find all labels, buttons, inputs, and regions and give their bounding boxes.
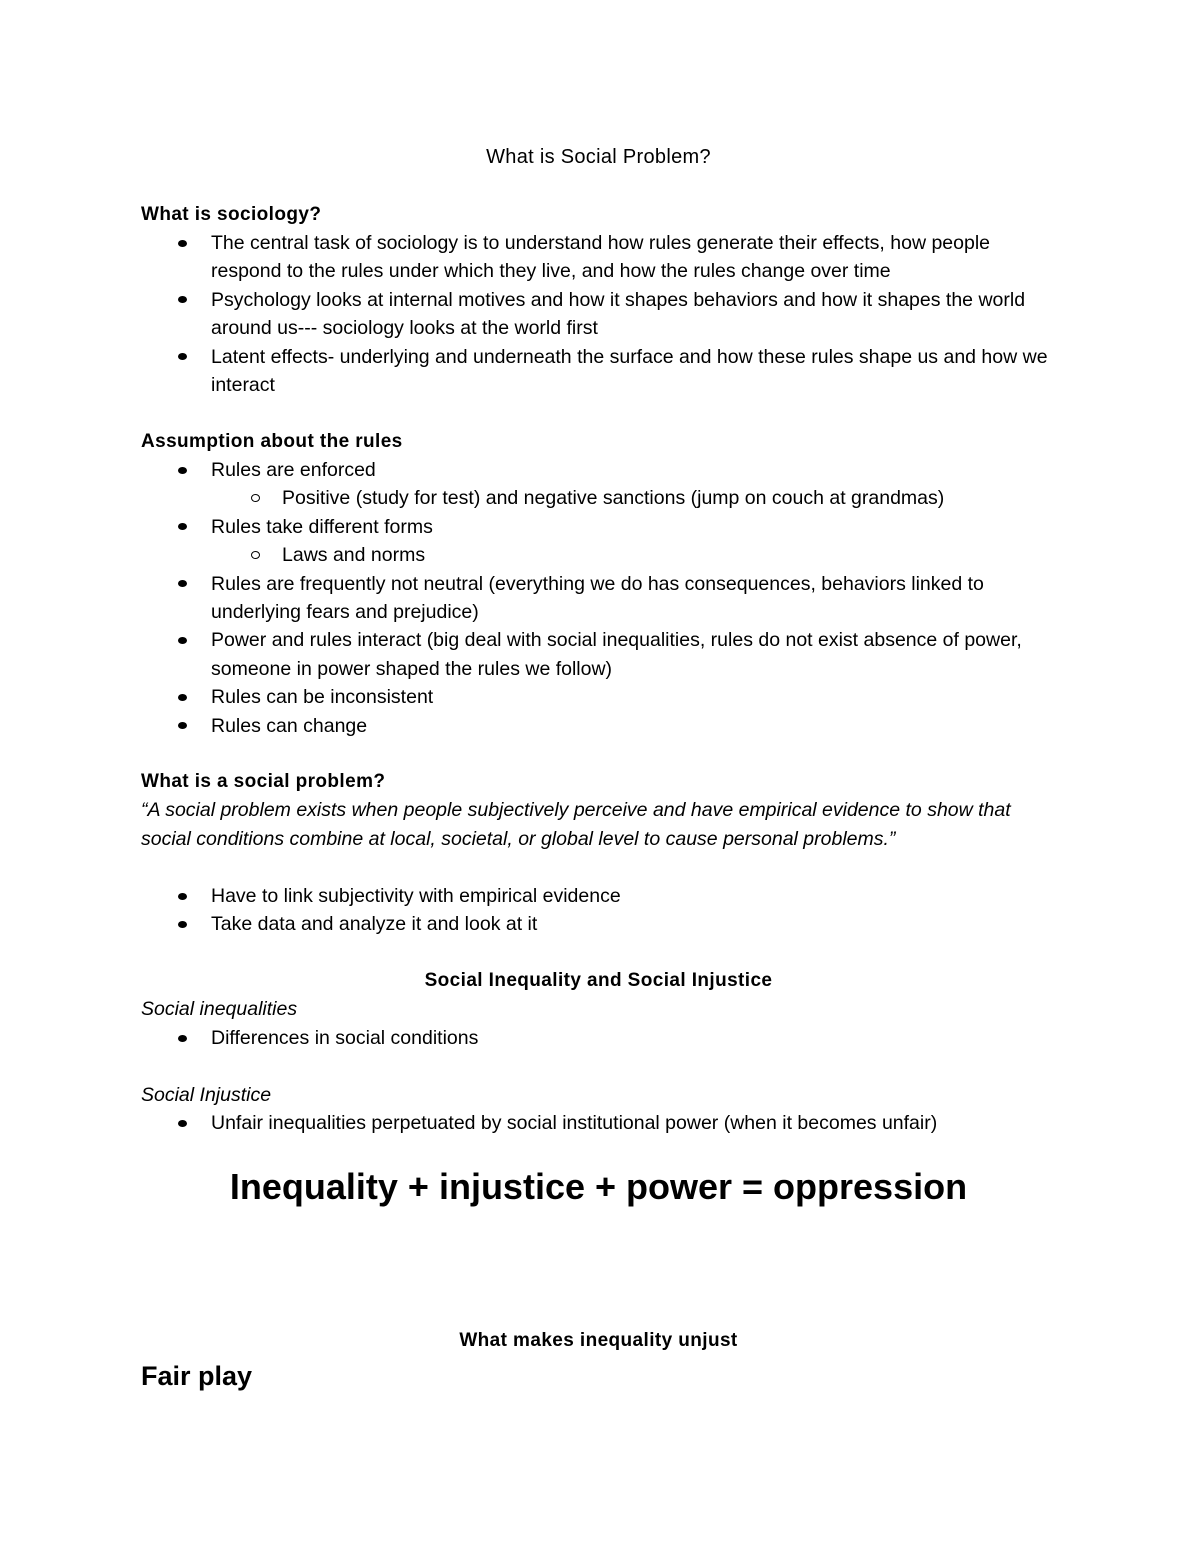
page-title: What is Social Problem? xyxy=(486,146,711,168)
bullet-icon xyxy=(178,580,187,587)
bullet-icon xyxy=(178,296,187,303)
sociology-list xyxy=(141,229,1061,399)
heading-inequality-injustice: Social Inequality and Social Injustice xyxy=(424,970,773,991)
list-item: Rules take different forms Laws and norms xyxy=(141,513,1061,570)
sub-list-item: Positive (study for test) and negative sanctions (jump on couch at grandmas) xyxy=(141,484,1061,512)
sub-list xyxy=(211,541,1061,569)
definition-quote: “A social problem exists when people subjectively perceive and have empirical evidence to show that social conditions combine at local, societal, or global level to cause personal problems.” xyxy=(141,799,1011,850)
rules-list xyxy=(141,456,1061,740)
inequalities-list xyxy=(141,1024,1061,1052)
document-page xyxy=(141,0,1061,1553)
bullet-icon xyxy=(178,637,187,644)
list-item: Take data and analyze it and look at it xyxy=(141,910,1061,938)
list-item: Power and rules interact (big deal with social inequalities, rules do not exist absence of power, someone in power shaped the rules we follow) xyxy=(141,626,1061,683)
heading-fair-play: Fair play xyxy=(141,1361,253,1391)
list-item: Psychology looks at internal motives and how it shapes behaviors and how it shapes the world around us--- sociology looks at the world first xyxy=(141,286,1061,343)
list-item: Rules are frequently not neutral (everything we do has consequences, behaviors linked to underlying fears and prejudice) xyxy=(141,570,1061,627)
bullet-icon xyxy=(178,240,187,247)
bullet-icon xyxy=(178,1120,187,1127)
heading-what-is-sociology: What is sociology? xyxy=(141,204,322,225)
heading-what-is-social-problem: What is a social problem? xyxy=(141,771,386,792)
list-item: Latent effects- underlying and underneath the surface and how these rules shape us and how we interact xyxy=(141,343,1061,400)
social-problem-list xyxy=(141,882,1061,939)
bullet-icon xyxy=(178,921,187,928)
bullet-icon xyxy=(178,694,187,701)
bullet-icon xyxy=(178,467,187,474)
bullet-icon xyxy=(178,353,187,360)
heading-assumption-rules: Assumption about the rules xyxy=(141,431,403,452)
list-item: Rules can change xyxy=(141,712,1061,740)
sub-list-item: Laws and norms xyxy=(141,541,1061,569)
sub-list xyxy=(211,484,1061,512)
injustice-list xyxy=(141,1109,1061,1137)
list-item: Rules are enforced Positive (study for test) and negative sanctions (jump on couch at grandmas) xyxy=(141,456,1061,513)
subheading-social-inequalities: Social inequalities xyxy=(141,998,298,1020)
list-item: Rules can be inconsistent xyxy=(141,683,1061,711)
subheading-social-injustice: Social Injustice xyxy=(141,1084,272,1106)
bullet-icon xyxy=(178,722,187,729)
bullet-icon xyxy=(178,1035,187,1042)
list-item: Unfair inequalities perpetuated by social institutional power (when it becomes unfair) xyxy=(141,1109,1061,1137)
bullet-icon xyxy=(178,523,187,530)
list-item: Differences in social conditions xyxy=(141,1024,1061,1052)
list-item: The central task of sociology is to understand how rules generate their effects, how people respond to the rules under which they live, and how the rules change over time xyxy=(141,229,1061,286)
heading-what-makes-inequality-unjust: What makes inequality unjust xyxy=(459,1330,738,1351)
list-item: Have to link subjectivity with empirical evidence xyxy=(141,882,1061,910)
oppression-equation: Inequality + injustice + power = oppression xyxy=(229,1166,968,1207)
bullet-icon xyxy=(178,893,187,900)
